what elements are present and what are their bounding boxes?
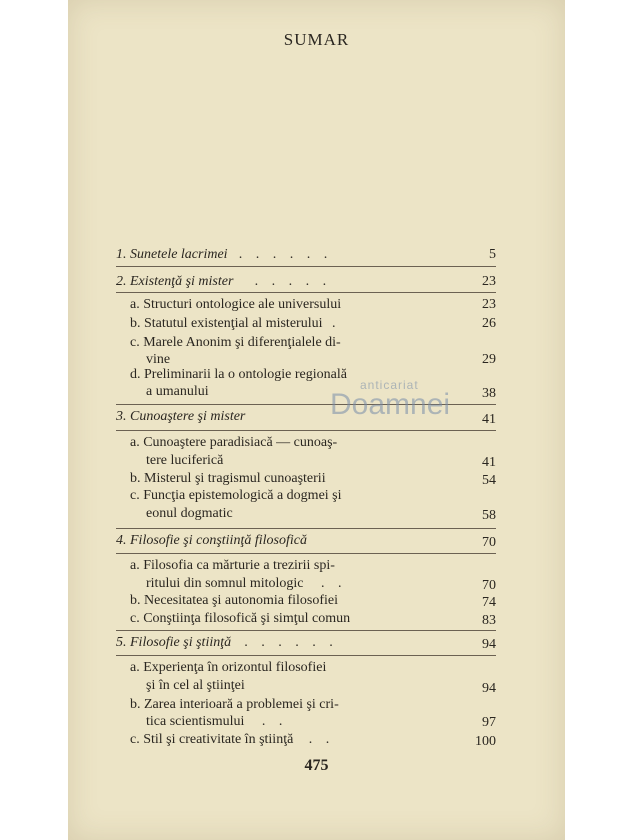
dot-leader: . . [261, 714, 288, 729]
divider [116, 553, 496, 554]
toc-item: c. Conştiinţa filosofică şi simţul comun [130, 611, 351, 626]
page-ref: 70 [482, 578, 496, 593]
toc-item: a. Structuri ontologice ale universului [130, 297, 342, 312]
page-ref: 29 [482, 352, 496, 367]
toc-chapter-4: 4. Filosofie şi conştiinţă filosofică [116, 533, 307, 548]
toc-item-continued: şi în cel al ştiinţei [146, 678, 245, 693]
dot-leader: . . [308, 732, 335, 747]
page-ref: 74 [482, 595, 496, 610]
page-ref: 41 [482, 412, 496, 427]
toc-item: b. Misterul şi tragismul cunoaşterii [130, 471, 326, 486]
toc-item-continued [146, 575, 347, 593]
page-ref: 5 [489, 247, 496, 262]
toc-item: c. Marele Anonim şi diferenţialele di- [130, 335, 341, 350]
toc-item [130, 731, 334, 749]
toc-item: b. Necesitatea şi autonomia filosofiei [130, 593, 338, 608]
chapter-title: 5. Filosofie şi ştiinţă [116, 635, 232, 650]
page-ref: 97 [482, 715, 496, 730]
toc-item: a. Experienţa în orizontul filosofiei [130, 660, 327, 675]
item-title: c. Stil şi creativitate în ştiinţă [130, 732, 294, 747]
page-ref: 23 [482, 297, 496, 312]
page-number: 475 [304, 757, 329, 774]
toc-chapter-5 [116, 634, 338, 652]
toc-item: a. Cunoaştere paradisiacă — cunoaş- [130, 435, 338, 450]
divider [116, 430, 496, 431]
watermark-small-text: anticariat [360, 378, 419, 392]
toc-item [130, 315, 335, 333]
item-title: ritului din somnul mitologic [146, 576, 304, 591]
page-ref: 26 [482, 316, 496, 331]
page-ref: 54 [482, 473, 496, 488]
page-ref: 38 [482, 386, 496, 401]
page-ref: 70 [482, 535, 496, 550]
book-page [68, 0, 565, 840]
toc-item: d. Preliminarii la o ontologie regională [130, 367, 347, 382]
dot-leader: . . . . . [254, 274, 332, 289]
toc-item-continued: vine [146, 352, 171, 367]
item-title: tica scientismului [146, 714, 245, 729]
toc-item: b. Zarea interioară a problemei şi cri- [130, 697, 339, 712]
page-ref: 94 [482, 681, 496, 696]
dot-leader: . . . . . . [239, 247, 333, 262]
divider [116, 630, 496, 631]
dot-leader: . [331, 316, 336, 331]
watermark-big-text: Doamnei [330, 388, 451, 421]
page-ref: 94 [482, 637, 496, 652]
toc-chapter-3: 3. Cunoaştere şi mister [116, 409, 246, 424]
watermark [330, 378, 450, 422]
page-title: SUMAR [283, 30, 350, 49]
divider [116, 528, 496, 529]
dot-leader: . . [321, 576, 347, 591]
chapter-title: 1. Sunetele lacrimei [116, 247, 228, 262]
page-ref: 23 [482, 274, 496, 289]
divider [116, 266, 496, 267]
toc-item-continued: eonul dogmatic [146, 506, 233, 521]
toc-chapter-2 [116, 273, 331, 291]
divider [116, 655, 496, 656]
toc-item-continued [146, 713, 287, 731]
page-ref: 100 [475, 734, 496, 749]
page-ref: 41 [482, 455, 496, 470]
item-title: b. Statutul existenţial al misterului [130, 316, 323, 331]
toc-item-continued: tere luciferică [146, 453, 224, 468]
page-ref: 83 [482, 613, 496, 628]
divider [116, 292, 496, 293]
toc-item-continued: a umanului [146, 384, 209, 399]
page-ref: 58 [482, 508, 496, 523]
toc-item: c. Funcţia epistemologică a dogmei şi [130, 488, 342, 503]
toc-chapter-1 [116, 246, 333, 264]
dot-leader: . . . . . . [244, 635, 339, 650]
chapter-title: 2. Existenţă şi mister [116, 274, 234, 289]
toc-item: a. Filosofia ca mărturie a trezirii spi- [130, 558, 335, 573]
